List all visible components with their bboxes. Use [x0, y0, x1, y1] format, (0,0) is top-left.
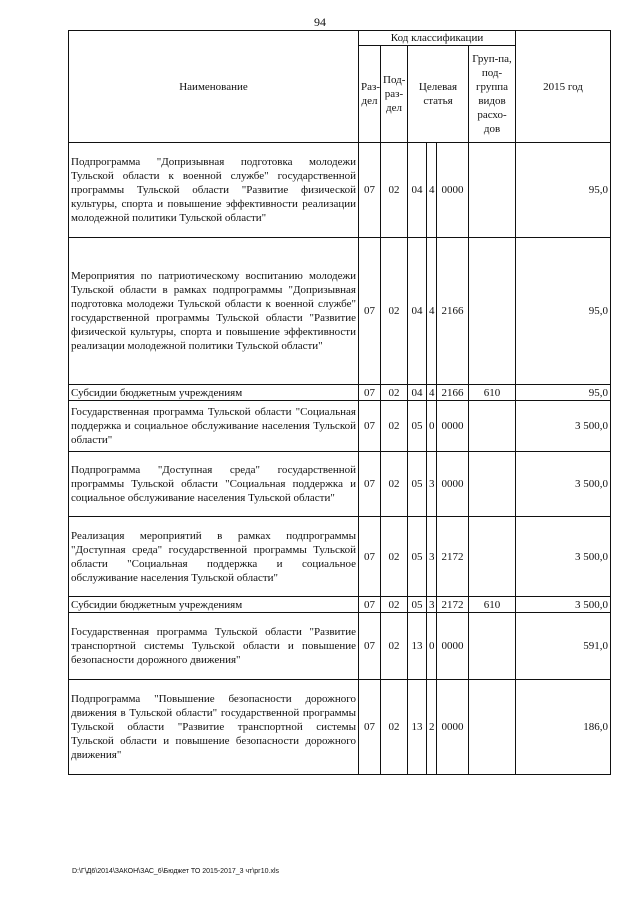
- table-row: [69, 613, 611, 680]
- row-article-code: 2166: [437, 385, 469, 401]
- row-expense-type: 610: [469, 385, 516, 401]
- row-article-code: 0000: [437, 680, 469, 775]
- table-row: [69, 238, 611, 385]
- row-article-subprogram: 4: [427, 143, 437, 238]
- row-podrazdel: 02: [381, 597, 408, 613]
- row-article-program: 05: [408, 597, 427, 613]
- file-path-footer: D:\Г\Д6\2014\ЗАКОН\ЗАС_6\Бюджет ТО 2015-2017_3 чт\рг10.xls: [72, 868, 280, 875]
- row-expense-type: 610: [469, 597, 516, 613]
- row-article-program: 05: [408, 452, 427, 517]
- row-razdel: 07: [359, 517, 381, 597]
- row-razdel: 07: [359, 238, 381, 385]
- row-expense-type: [469, 452, 516, 517]
- table-row: [69, 517, 611, 597]
- row-article-program: 04: [408, 385, 427, 401]
- row-amount: 95,0: [516, 385, 611, 401]
- row-expense-type: [469, 613, 516, 680]
- table-row: [69, 385, 611, 401]
- row-podrazdel: 02: [381, 613, 408, 680]
- row-name: Реализация мероприятий в рамках подпрограммы "Доступная среда" государственной программы Тульской области "Социальная поддержка и социальное обслуживание населения Тульской области": [69, 517, 359, 597]
- row-name: Подпрограмма "Допризывная подготовка молодежи Тульской области к военной службе" государственной программы Тульской области "Развитие физической культуры, спорта и повышение эффективности реализации молодежной политики Тульской области": [69, 143, 359, 238]
- row-article-code: 0000: [437, 452, 469, 517]
- row-podrazdel: 02: [381, 143, 408, 238]
- row-article-subprogram: 3: [427, 597, 437, 613]
- year-column-header: 2015 год: [516, 31, 611, 143]
- page-number: 94: [314, 15, 326, 29]
- row-name: Государственная программа Тульской области "Развитие транспортной системы Тульской области и повышение безопасности дорожного движения": [69, 613, 359, 680]
- row-razdel: 07: [359, 680, 381, 775]
- row-article-code: 2166: [437, 238, 469, 385]
- row-podrazdel: 02: [381, 517, 408, 597]
- row-article-program: 04: [408, 238, 427, 385]
- row-expense-type: [469, 143, 516, 238]
- budget-table: [68, 30, 611, 775]
- row-article-program: 13: [408, 680, 427, 775]
- row-name: Мероприятия по патриотическому воспитанию молодежи Тульской области в рамках подпрограммы "Допризывная подготовка молодежи Тульской области к военной службе" государственной программы Тульской области "Развитие физической культуры, спорта и повышение эффективности реализации молодежной политики Тульской области": [69, 238, 359, 385]
- razdel-header: Раз-дел: [359, 46, 381, 143]
- row-razdel: 07: [359, 385, 381, 401]
- table-row: [69, 143, 611, 238]
- row-article-subprogram: 0: [427, 401, 437, 452]
- row-article-code: 0000: [437, 401, 469, 452]
- row-expense-type: [469, 517, 516, 597]
- row-podrazdel: 02: [381, 385, 408, 401]
- row-amount: 95,0: [516, 143, 611, 238]
- row-article-program: 04: [408, 143, 427, 238]
- row-razdel: 07: [359, 597, 381, 613]
- row-amount: 95,0: [516, 238, 611, 385]
- row-article-program: 05: [408, 517, 427, 597]
- row-expense-type: [469, 401, 516, 452]
- row-amount: 3 500,0: [516, 401, 611, 452]
- row-podrazdel: 02: [381, 680, 408, 775]
- row-article-subprogram: 3: [427, 452, 437, 517]
- name-column-header: Наименование: [69, 31, 359, 143]
- row-name: Субсидии бюджетным учреждениям: [69, 597, 359, 613]
- table-row: [69, 452, 611, 517]
- row-article-subprogram: 0: [427, 613, 437, 680]
- row-podrazdel: 02: [381, 452, 408, 517]
- row-razdel: 07: [359, 452, 381, 517]
- row-expense-type: [469, 680, 516, 775]
- row-podrazdel: 02: [381, 238, 408, 385]
- table-row: [69, 680, 611, 775]
- row-article-code: 0000: [437, 143, 469, 238]
- row-razdel: 07: [359, 401, 381, 452]
- row-expense-type: [469, 238, 516, 385]
- row-amount: 3 500,0: [516, 452, 611, 517]
- row-article-subprogram: 4: [427, 385, 437, 401]
- podrazdel-header: Под-раз-дел: [381, 46, 408, 143]
- row-article-code: 2172: [437, 517, 469, 597]
- row-name: Государственная программа Тульской области "Социальная поддержка и социальное обслуживание населения Тульской области": [69, 401, 359, 452]
- row-article-code: 2172: [437, 597, 469, 613]
- row-article-program: 13: [408, 613, 427, 680]
- row-name: Подпрограмма "Доступная среда" государственной программы Тульской области "Социальная поддержка и социальное обслуживание населения Тульской области": [69, 452, 359, 517]
- row-article-code: 0000: [437, 613, 469, 680]
- row-article-subprogram: 2: [427, 680, 437, 775]
- row-podrazdel: 02: [381, 401, 408, 452]
- row-article-subprogram: 4: [427, 238, 437, 385]
- classification-header: Код классификации: [359, 31, 516, 46]
- table-row: [69, 597, 611, 613]
- row-razdel: 07: [359, 143, 381, 238]
- row-article-subprogram: 3: [427, 517, 437, 597]
- table-row: [69, 401, 611, 452]
- row-amount: 591,0: [516, 613, 611, 680]
- row-amount: 3 500,0: [516, 597, 611, 613]
- row-amount: 3 500,0: [516, 517, 611, 597]
- row-razdel: 07: [359, 613, 381, 680]
- row-amount: 186,0: [516, 680, 611, 775]
- row-article-program: 05: [408, 401, 427, 452]
- row-name: Субсидии бюджетным учреждениям: [69, 385, 359, 401]
- row-name: Подпрограмма "Повышение безопасности дорожного движения в Тульской области" государственной программы Тульской области "Развитие транспортной системы Тульской области и повышение безопасности дорожного движения": [69, 680, 359, 775]
- expense-type-header: Груп-па, под-группа видов расхо-дов: [469, 46, 516, 143]
- target-article-header: Целевая статья: [408, 46, 469, 143]
